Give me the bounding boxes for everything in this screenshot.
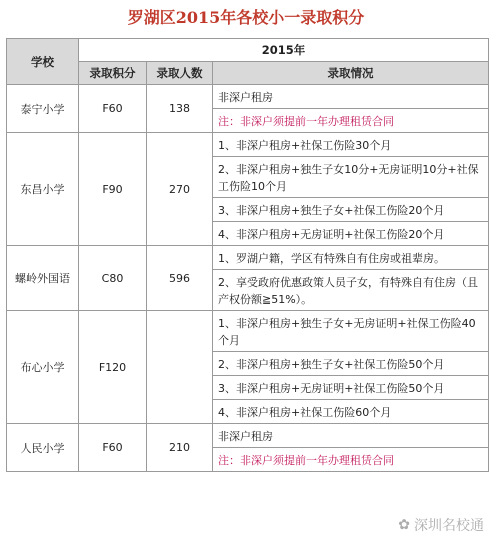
school-name: 泰宁小学 <box>7 85 79 133</box>
detail-line: 非深户租房 <box>213 85 489 109</box>
wechat-icon: ✿ <box>398 517 410 533</box>
header-row-columns <box>7 62 489 85</box>
admission-score: F60 <box>79 85 147 133</box>
count-header: 录取人数 <box>147 62 213 85</box>
detail-note: 注：非深户须提前一年办理租赁合同 <box>213 448 489 472</box>
detail-line: 2、非深户租房+独生子女+社保工伤险50个月 <box>213 352 489 376</box>
detail-line: 非深户租房 <box>213 424 489 448</box>
detail-line: 1、非深户租房+社保工伤险30个月 <box>213 133 489 157</box>
admission-count: 596 <box>147 246 213 311</box>
school-name: 布心小学 <box>7 311 79 424</box>
school-name: 人民小学 <box>7 424 79 472</box>
page-title: 罗湖区2015年各校小一录取积分 <box>127 8 365 27</box>
admission-score: C80 <box>79 246 147 311</box>
detail-line: 2、非深户租房+独生子女10分+无房证明10分+社保工伤险10个月 <box>213 157 489 198</box>
admission-score: F120 <box>79 311 147 424</box>
table-row <box>7 246 489 270</box>
detail-line: 4、非深户租房+无房证明+社保工伤险20个月 <box>213 222 489 246</box>
school-name: 东昌小学 <box>7 133 79 246</box>
admission-count: 210 <box>147 424 213 472</box>
detail-line: 3、非深户租房+独生子女+社保工伤险20个月 <box>213 198 489 222</box>
detail-line: 3、非深户租房+无房证明+社保工伤险50个月 <box>213 376 489 400</box>
admission-table <box>6 38 489 472</box>
admission-count: 270 <box>147 133 213 246</box>
table-row <box>7 133 489 157</box>
score-header: 录取积分 <box>79 62 147 85</box>
detail-line: 2、享受政府优惠政策人员子女，有特殊自有住房（且产权份额≧51%）。 <box>213 270 489 311</box>
watermark-text: 深圳名校通 <box>414 518 484 534</box>
table-row <box>7 311 489 352</box>
detail-line: 4、非深户租房+社保工伤险60个月 <box>213 400 489 424</box>
header-row-year <box>7 39 489 62</box>
table-row <box>7 424 489 448</box>
admission-score: F60 <box>79 424 147 472</box>
admission-count: 138 <box>147 85 213 133</box>
table-row <box>7 85 489 109</box>
detail-note: 注：非深户须提前一年办理租赁合同 <box>213 109 489 133</box>
detail-line: 1、非深户租房+独生子女+无房证明+社保工伤险40个月 <box>213 311 489 352</box>
school-name: 螺岭外国语 <box>7 246 79 311</box>
watermark <box>398 515 484 535</box>
details-header: 录取情况 <box>213 62 489 85</box>
admission-score: F90 <box>79 133 147 246</box>
school-header: 学校 <box>7 39 79 85</box>
detail-line: 1、罗湖户籍，学区有特殊自有住房或祖辈房。 <box>213 246 489 270</box>
year-header: 2015年 <box>79 39 489 62</box>
admission-count <box>147 311 213 424</box>
